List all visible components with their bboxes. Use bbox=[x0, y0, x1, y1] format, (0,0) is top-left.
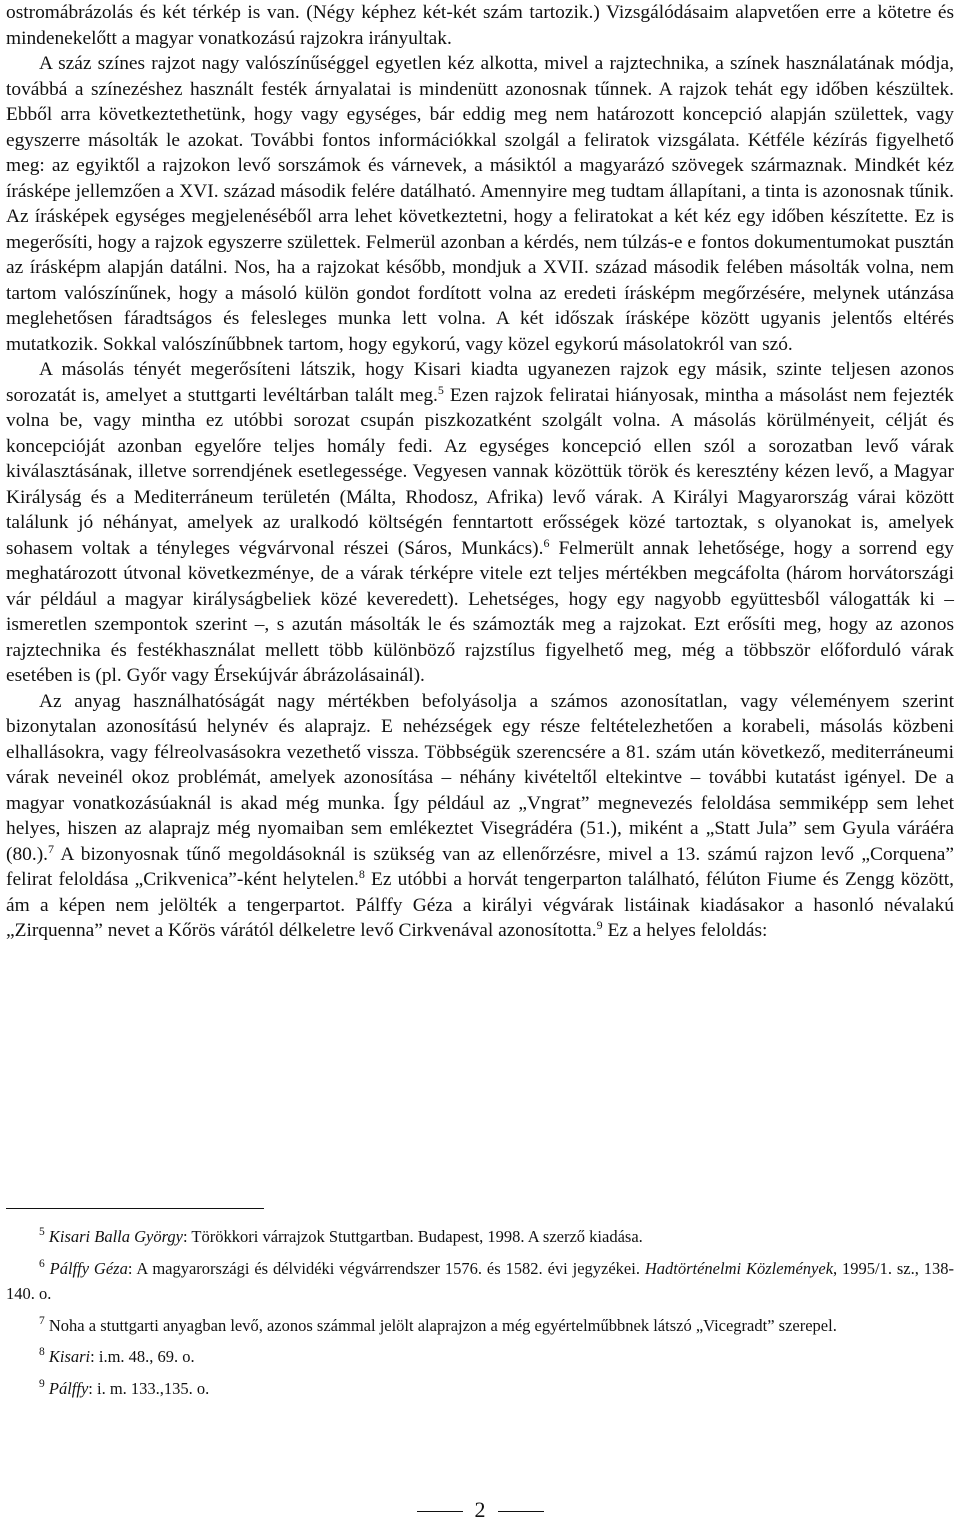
footnote-ref: 9 bbox=[596, 918, 603, 932]
footnote-ref: 8 bbox=[358, 867, 365, 881]
paragraph: A száz színes rajzot nagy valószínűséggel egyetlen kéz alkotta, mivel a rajztechnika, a színek használatának módja, továbbá a színezéshez használt festék árnyalatai is mindenütt azonosnak tűnnek. A rajzok tehát egy időben készültek. Ebből arra következtethetünk, hogy vagy egységes, bár eddig meg nem határozott koncepció alapján születtek, vagy egyszerre másolták le azokat. További fontos információkkal szolgál a feliratok vizsgálata. Kétféle kézírás figyelhető meg: az egyiktől a rajzokon levő sorszámok és várnevek, a másiktól a magyarázó szövegek származnak. Mindkét kéz írásképe jellemzően a XVI. század második felére datálható. Amennyire meg tudtam állapítani, a tinta is azonosnak tűnik. Az írásképek egységes megjelenéséből arra lehet következtetni, hogy a feliratokat a két kéz egy időben készítette. Ez is megerősíti, hogy a rajzok egyszerre születtek. Felmerül azonban a kérdés, nem túlzás-e e fontos dokumentumokat pusztán az írásképm alapján datálni. Nos, ha a rajzokat később, mondjuk a XVII. század második felében másolták volna, nem tartom valószínűnek, hogy a másoló külön gondot fordított volna az eredeti írásképm megőrzésére, melynek utánzása meglehetősen fáradtságos és felesleges munka lett volna. A két időszak írásképe között ugyanis jelentős eltérés mutatkozik. Sokkal valószínűbbnek tartom, hogy egykorú, vagy közel egykorú másolatokról van szó. bbox=[6, 53, 954, 355]
footnote: $^7$ Noha a stuttgarti anyagban levő, azonos számmal jelölt alaprajzon a még egyértelműbbnek látszó „Vicegradt” szerepel. bbox=[39, 1314, 837, 1335]
page-number: 2 bbox=[0, 1497, 960, 1523]
footnote: $^5$ Kisari Balla György: Törökkori várrajzok Stuttgartban. Budapest, 1998. A szerző kiadása. bbox=[39, 1226, 643, 1246]
footnotes bbox=[6, 1224, 954, 1407]
footnote-ref: 5 bbox=[437, 382, 444, 397]
body-text bbox=[6, 0, 954, 944]
footnote-ref: 6 bbox=[543, 535, 550, 550]
page-number-dash bbox=[498, 1511, 544, 1512]
paragraph: A másolás tényét megerősíteni látszik, hogy Kisari kiadta ugyanezen rajzok egy másik, szinte teljesen azonos sorozatát is, amelyet a stuttgarti levéltárban talált meg.$^5$ Ezen rajzok feliratai hiányosak, mintha a másolást nem fejezték volna be, vagy mintha ez utóbbi sorozat csupán piszkozatként szolgált volna. A másolás körülményeit, célját és koncepcióját azonban egyelőre teljes homály fedi. Az egységes koncepció ellen szól a sorozatban levő várak kiválasztásának, illetve sorrendjének esetlegessége. Vegyesen vannak közöttük török és keresztény kézen levő, a Magyar Királyság és a Mediterráneum területén (Málta, Rhodosz, Afrika) levő várak. A Királyi Magyarország várai között találunk jó néhányat, amelyek az uralkodó költségén fenntartott erősségek közé tartoztak, s olyanokat is, amelyek sohasem voltak a tényleges végvárvonal részei (Sáros, Munkács).$^6$ Felmerült annak lehetősége, hogy a sorrend egy meghatározott útvonal következménye, de a várak térképre vitele ezt teljes mértékben megcáfolta (három horvátországi vár például a magyar királyságbeliek közé keveredett). Lehetséges, hogy egy nagyobb együttesből válogatták ki – ismeretlen szempontok szerint –, s azután másolták le és számozták meg a rajzokat. Ezt erősíti meg, hogy az azonos rajztechnika és festékhasználat mellett több különböző rajzstílus figyelhető meg, még a többször előforduló várak esetében is (pl. Győr vagy Érsekújvár ábrázolásainál). bbox=[6, 359, 955, 686]
footnote-divider bbox=[6, 1208, 264, 1209]
page-number-dash bbox=[417, 1511, 463, 1512]
paragraph: ostromábrázolás és két térkép is van. (Négy képhez két-két szám tartozik.) Vizsgálódásaim alapvetően erre a kötetre és mindenekelőtt a magyar vonatkozású rajzokra irányultak. bbox=[6, 2, 954, 49]
footnote: $^8$ Kisari: i.m. 48., 69. o. bbox=[39, 1346, 195, 1366]
paragraph: Az anyag használhatóságát nagy mértékben befolyásolja a számos azonosítatlan, vagy véleményem szerint bizonytalan azonosítású helynév és alaprajz. E nehézségek egy része feltételezhetően a korabeli, másolás közbeni elhallásokra, vagy félreolvasásokra vezethető vissza. Többségük szerencsére a 81. szám után következő, mediterráneumi várak neveinél okoz problémát, amelyek azonosítása – néhány kivételtől eltekintve – további kutatást igényel. De a magyar vonatkozásúaknál is akad még munka. Így például az „Vngrat” megnevezés feloldása semmiképp sem lehet helyes, hiszen az alaprajz még nyomaiban sem emlékeztet Visegrádéra (51.), miként a „Statt Jula” sem Gyula váráéra (80.).$^7$ A bizonyosnak tűnő megoldásoknál is szükség van az ellenőrzésre, mivel a 13. számú rajzon levő „Corquena” felirat feloldása „Crikvenica”-ként helytelen.$^8$ Ez utóbbi a horvát tengerparton található, félúton Fiume és Zengg között, ám a képen nem jelölték a tengerpartot. Pálffy Géza a királyi végvárak listáinak kiadásakor a hasonló névalakú „Zirquenna” nevet a Kőrös várától délkeletre levő Cirkvenával azonosította.$^9$ Ez a helyes feloldás: bbox=[6, 690, 955, 941]
footnote: $^9$ Pálffy: i. m. 133.,135. o. bbox=[39, 1377, 210, 1398]
footnote-ref: 7 bbox=[48, 841, 55, 856]
footnote: $^6$ Pálffy Géza: A magyarországi és délvidéki végvárrendszer 1576. és 1582. évi jegyzékei. Hadtörténelmi Közlemények, 1995/1. sz., 138-140. o. bbox=[6, 1257, 955, 1303]
